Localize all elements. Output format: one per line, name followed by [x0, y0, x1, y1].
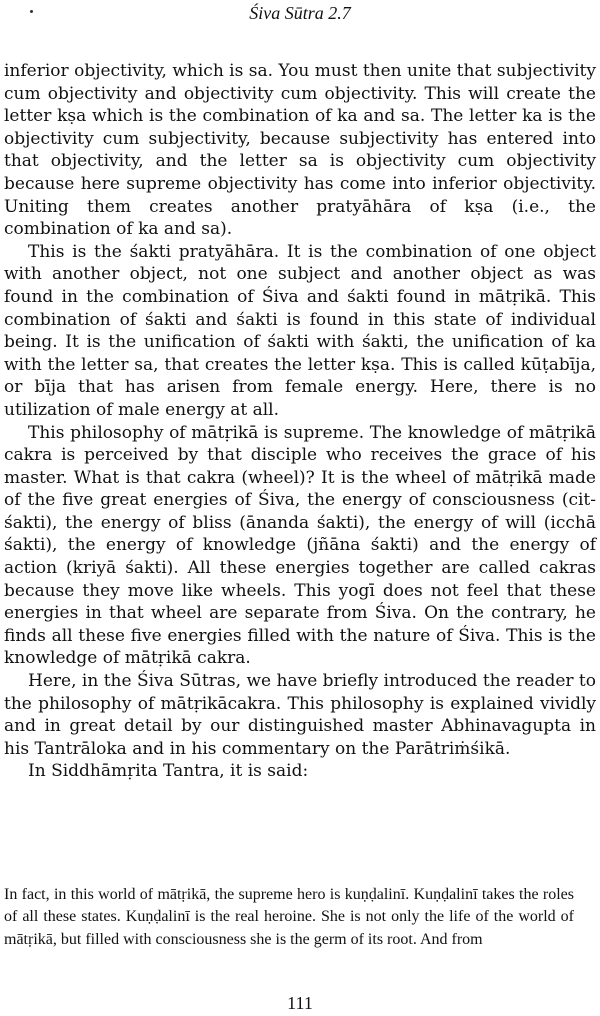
paragraph-5: In Siddhāmṛita Tantra, it is said:	[28, 761, 309, 782]
running-head: Śiva Sūtra 2.7	[249, 3, 351, 23]
body-text	[4, 60, 596, 783]
paragraph-2: This is the śakti pratyāhāra. It is the combination of one object with another object, not one subject and another object as was found in the combination of Śiva and śakti found in mātṛikā. This combination of śakti and śakti is found in this state of individual being. It is the unification of śakti with śakti, the unification of ka with the letter sa, that creates the letter kṣa. This is called kūṭabīja, or bīja that has arisen from female energy. Here, there is no utilization of male energy at all.	[4, 241, 596, 420]
quote-text: In fact, in this world of mātṛikā, the supreme hero is kuṇḍalinī. Kuṇḍalinī takes the roles of all these states. Kuṇḍalinī is the real heroine. She is not only the life of the world of mātṛikā, but filled with consciousness she is the germ of its root. And from	[4, 886, 574, 948]
page-number: 111	[287, 993, 313, 1013]
paragraph-1: inferior objectivity, which is sa. You must then unite that subjectivity cum objectivity and objectivity cum objectivity. This will create the letter kṣa which is the combination of ka and sa. The letter ka is the objectivity cum subjectivity, because subjectivity has entered into that objectivity, and the letter sa is objectivity cum objectivity because here supreme objectivity has come into inferior objectivity. Uniting them creates another pratyāhāra of kṣa (i.e., the combination of ka and sa).	[4, 61, 596, 240]
paragraph-3: This philosophy of mātṛikā is supreme. The knowledge of mātṛikā cakra is perceived by that disciple who receives the grace of his master. What is that cakra (wheel)? It is the wheel of mātṛikā made of the five great energies of Śiva, the energy of consciousness (cit-śakti), the energy of bliss (ānanda śakti), the energy of will (icchā śakti), the energy of knowledge (jñāna śakti) and the energy of action (kriyā śakti). All these energies together are called cakras because they move like wheels. This yogī does not feel that these energies in that wheel are separate from Śiva. On the contrary, he finds all these five energies filled with the nature of Śiva. This is the knowledge of mātṛikā cakra.	[4, 422, 596, 669]
block-quote	[4, 884, 574, 951]
paragraph-4: Here, in the Śiva Sūtras, we have briefly introduced the reader to the philosophy of mātṛikācakra. This philosophy is explained vividly and in great detail by our distinguished master Abhinavagupta in his Tantrāloka and in his commentary on the Parātriṁśikā.	[4, 671, 596, 759]
